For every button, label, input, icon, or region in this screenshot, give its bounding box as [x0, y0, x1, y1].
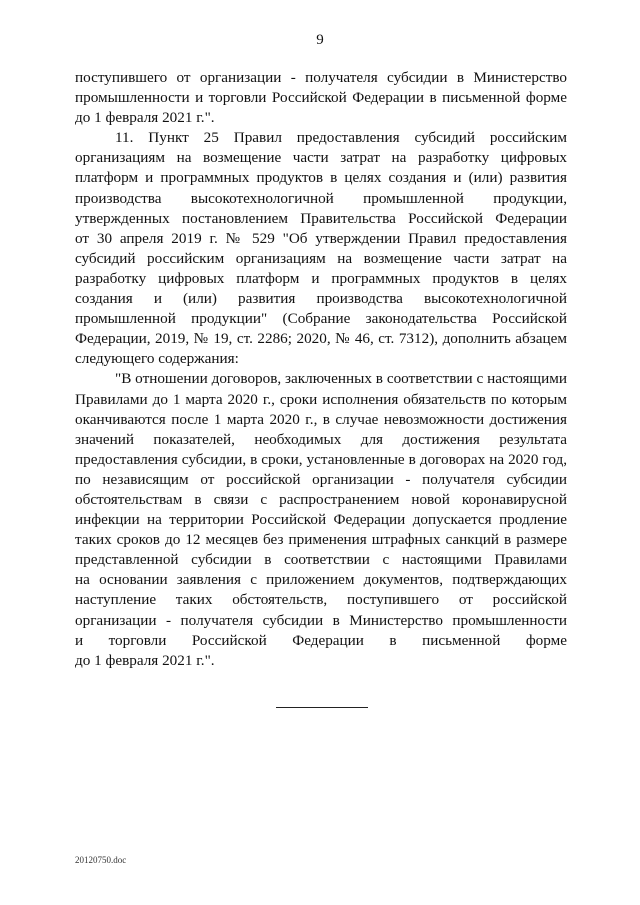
text-line: следующего содержания:	[75, 350, 239, 368]
text-line: создания и (или) развития производства высокотехнологичной	[75, 290, 567, 308]
text-line: инфекции на территории Российской Федерации допускается продление	[75, 511, 567, 529]
page-number: 9	[316, 32, 324, 48]
text-line: до 1 февраля 2021 г.".	[75, 651, 215, 669]
text-line: представленной субсидии в соответствии с настоящими Правилами	[75, 551, 567, 569]
text-line: 11. Пункт 25 Правил предоставления субсидий российским	[115, 129, 567, 147]
text-line: Правилами до 1 марта 2020 г., сроки исполнения обязательств по которым	[75, 390, 567, 408]
text-line: наступление таких обстоятельств, поступившего от российской	[75, 591, 567, 609]
text-line: платформ и программных продуктов в целях создания и (или) развития	[75, 169, 567, 187]
text-line: разработку цифровых платформ и программных продуктов в целях	[75, 269, 567, 287]
footer-file-name: 20120750.doc	[75, 855, 127, 865]
text-line: производства высокотехнологичной промышленной продукции,	[75, 189, 567, 207]
text-line: утвержденных постановлением Правительства Российской Федерации	[75, 209, 567, 227]
text-line: обстоятельствам в связи с распространением новой коронавирусной	[75, 490, 567, 508]
text-line: промышленности и торговли Российской Федерации в письменной форме	[75, 89, 567, 107]
text-line: таких сроков до 12 месяцев без применения штрафных санкций в размере	[75, 531, 567, 549]
text-line: организации - получателя субсидии в Министерство промышленности	[75, 611, 567, 629]
text-line: промышленной продукции" (Собрание законодательства Российской	[75, 310, 567, 328]
end-divider	[276, 707, 368, 708]
text-line: Федерации, 2019, № 19, ст. 2286; 2020, № 46, ст. 7312), дополнить абзацем	[75, 330, 567, 348]
text-line: от 30 апреля 2019 г. № 529 "Об утверждении Правил предоставления	[75, 229, 567, 247]
text-line: значений показателей, необходимых для достижения результата	[75, 430, 567, 448]
text-line: и торговли Российской Федерации в письменной форме	[75, 631, 567, 649]
text-line: до 1 февраля 2021 г.".	[75, 109, 215, 127]
text-line: на основании заявления с приложением документов, подтверждающих	[75, 571, 567, 589]
text-line: по независящим от российской организации - получателя субсидии	[75, 470, 567, 488]
text-line: поступившего от организации - получателя субсидии в Министерство	[75, 69, 567, 86]
paragraph-quoted-amendment	[75, 369, 567, 670]
text-line: организациям на возмещение части затрат на разработку цифровых	[75, 149, 567, 167]
paragraph-continuation	[75, 68, 567, 128]
document-body	[75, 68, 567, 671]
text-line: "В отношении договоров, заключенных в соответствии с настоящими	[115, 370, 567, 388]
text-line: предоставления субсидии, в сроки, установленные в договорах на 2020 год,	[75, 450, 567, 468]
text-line: оканчиваются после 1 марта 2020 г., в случае невозможности достижения	[75, 410, 567, 428]
paragraph-item-11	[75, 128, 567, 369]
text-line: субсидий российским организациям на возмещение части затрат на	[75, 249, 567, 267]
